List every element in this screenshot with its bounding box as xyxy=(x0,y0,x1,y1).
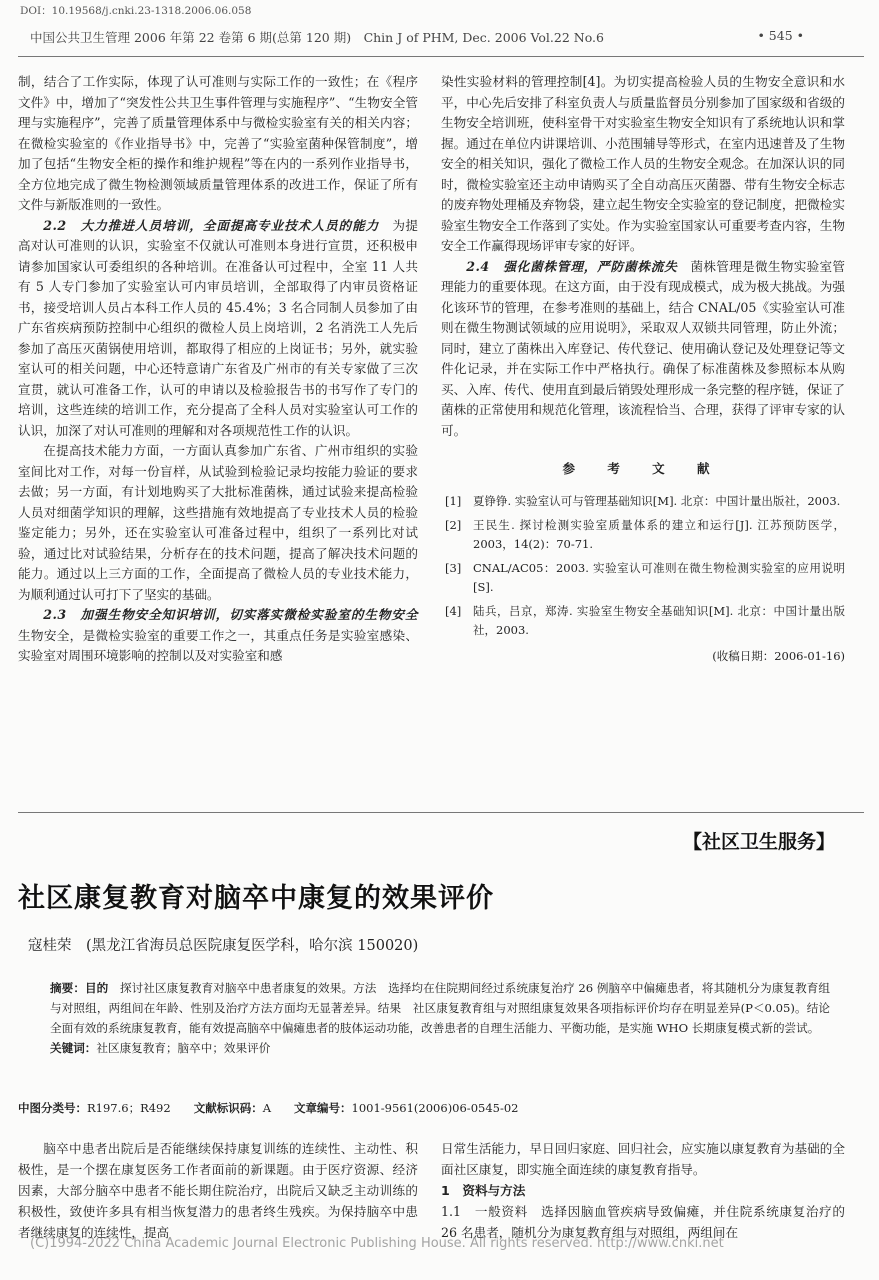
section-divider xyxy=(18,812,864,813)
section-2-2-heading: 2.2 大力推进人员培训，全面提高专业技术人员的能力 xyxy=(43,217,380,233)
left-column xyxy=(18,72,418,667)
abstract-label: 摘要：目的 xyxy=(50,981,109,995)
bottom-margin xyxy=(0,1262,879,1280)
section-2-3 xyxy=(18,605,418,667)
article-no-label: 文章编号： xyxy=(294,1101,352,1115)
article-body-right xyxy=(441,1138,845,1243)
references-title: 参 考 文 献 xyxy=(562,461,724,476)
section-2-4-text: 菌株管理是微生物实验室管理能力的重要体现。在这方面，由于没有现成模式，成为极大挑战。为强化该环节的管理，在参考准则的基础上，结合 CNAL/05《实验室认可准则在微生物测试领域的应用说明》，采取双人双锁共同管理，防止外流；同时，建立了菌株出入库登记、传代登记、使用确认登记及处理登记等文件化记录，并在实际工作中严格执行。确保了标准菌株及参照标本从购买、入库、传代、使用直到最后销毁处理形成一条完整的程序链，保证了菌株的正常使用和规范化管理，该流程恰当、合理，获得了评审专家的认可。 xyxy=(441,258,845,438)
article-body-left xyxy=(18,1138,418,1243)
reference-item xyxy=(441,559,845,597)
body-intro-continued: 日常生活能力，早日回归家庭、回归社会，应实施以康复教育为基础的全面社区康复，即实施全面连续的康复教育指导。 xyxy=(441,1141,845,1177)
doc-code-label: 文献标识码： xyxy=(193,1101,263,1115)
running-header xyxy=(30,28,840,46)
section-1-1-text: 1.1 一般资料 选择因脑血管疾病导致偏瘫，并住院系统康复治疗的 26 名患者，随机分为康复教育组与对照组，两组间在 xyxy=(441,1204,845,1240)
header-rule xyxy=(18,56,864,57)
reference-number: [4] xyxy=(445,603,462,618)
received-date: (收稿日期：2006-01-16) xyxy=(712,648,845,663)
article-no-value: 1001-9561(2006)06-0545-02 xyxy=(351,1101,519,1115)
section-2-2 xyxy=(18,216,418,442)
doi-line: DOI：10.19568/j.cnki.23-1318.2006.06.058 xyxy=(20,5,252,17)
right-paragraph-1: 染性实验材料的管理控制[4]。为切实提高检验人员的生物安全意识和水平，中心先后安排了科室负责人与质量监督员分别参加了国家级和省级的生物安全培训班，使科室骨干对实验室生物安全知识有了系统地认识和掌握。通过在单位内讲课培训、小范围辅导等形式，在室内迅速普及了生物安全的相关知识，强化了微检工作人员的生物安全观念。在加深认识的同时，微检实验室还主动申请购买了全自动高压灭菌器、带有生物安全标志的废弃物处理桶及弃物袋，建立起生物安全实验室的登记制度，把微检实验室生物安全工作落到了实处。作为实验室国家认可重要考查内容，生物安全工作赢得现场评审专家的好评。 xyxy=(441,74,845,253)
reference-text: 夏铮铮. 实验室认可与管理基础知识[M]. 北京：中国计量出版社，2003. xyxy=(473,493,841,508)
section-2-4 xyxy=(441,257,845,442)
journal-info: 中国公共卫生管理 2006 年第 22 卷第 6 期(总第 120 期) Chin J of PHM, Dec. 2006 Vol.22 No.6 xyxy=(30,30,604,45)
clc-label: 中图分类号： xyxy=(18,1101,87,1115)
body-intro: 脑卒中患者出院后是否能继续保持康复训练的连续性、主动性、积极性，是一个摆在康复医务工作者面前的新课题。由于医疗资源、经济因素，大部分脑卒中患者不能长期住院治疗，出院后又缺乏主动训练的积极性，致使许多具有相当恢复潜力的患者终生残疾。为保持脑卒中患者继续康复的连续性，提高 xyxy=(18,1141,418,1240)
keywords-label: 关键词： xyxy=(50,1041,97,1055)
reference-text: 陆兵，吕京，郑涛. 实验室生物安全基础知识[M]. 北京：中国计量出版社，2003. xyxy=(473,603,845,637)
reference-number: [2] xyxy=(445,517,462,532)
left-paragraph-1: 制，结合了工作实际，体现了认可准则与实际工作的一致性；在《程序文件》中，增加了“突发性公共卫生事件管理与实施程序”、“生物安全管理与实施程序”，完善了质量管理体系中与微检实验室有关的相关内容；在微检实验室的《作业指导书》中，完善了“实验室菌种保管制度”，增加了包括“生物安全柜的操作和维护规程”等在内的一系列作业指导书，全方位地完成了微生物检测领域质量管理体系的改进工作，保证了所有文件与新版准则的一致性。 xyxy=(18,74,418,212)
reference-item xyxy=(441,516,845,554)
section-2-4-heading: 2.4 强化菌株管理，严防菌株流失 xyxy=(466,258,678,274)
reference-text: 王民生. 探讨检测实验室质量体系的建立和运行[J]. 江苏预防医学，2003，14(2)：70-71. xyxy=(473,517,845,551)
copyright-watermark: (C)1994-2022 China Academic Journal Electronic Publishing House. All rights reserved. http://www.cnki.net xyxy=(30,1236,724,1251)
keywords-text: 社区康复教育；脑卒中；效果评价 xyxy=(96,1041,271,1055)
doc-code-value: A xyxy=(262,1101,272,1115)
section-label: 【社区卫生服务】 xyxy=(682,831,835,853)
reference-item xyxy=(441,492,845,511)
section-2-3-text: 生物安全，是微检实验室的重要工作之一，其重点任务是实验室感染、实验室对周围环境影响的控制以及对实验室和感 xyxy=(18,627,418,663)
abstract xyxy=(50,978,842,1038)
reference-number: [3] xyxy=(445,560,462,575)
left-paragraph-tech: 在提高技术能力方面，一方面认真参加广东省、广州市组织的实验室间比对工作，对每一份盲样，从试验到检验记录均按能力验证的要求去做；另一方面，有计划地购买了大批标准菌株，通过试验来提高检验人员对细菌学知识的理解，这些措施有效地提高了专业技术人员的检验鉴定能力；另外，还在实验室认可准备过程中，组织了一系列比对试验，通过比对试验结果，分析存在的技术问题，提高了解决技术问题的能力。通过以上三方面的工作，全面提高了微检人员的专业技术能力，为顺利通过认可打下了坚实的基础。 xyxy=(18,443,418,602)
abstract-block xyxy=(50,978,842,1058)
section-2-2-text: 为提高对认可准则的认识，实验室不仅就认可准则本身进行宣贯，还积极申请参加国家认可委组织的各种培训。在准备认可过程中，全室 11 人共有 5 人专门参加了实验室认可内审员培训，全部取得了内审员资格证书，接受培训人员占本科工作人员的 45.4%；3 名合同制人员参加了由广东省疾病预防控制中心组织的微检人员上岗培训，2 名消洗工人先后参加了高压灭菌锅使用培训，都取得了相应的上岗证书；另外，就实验室认可的相关问题，中心还特意请广东省及广州市的有关专家做了三次宣贯，就认可准备工作，认可的申请以及检验报告书的书写作了专门的培训，这些连续的培训工作，充分提高了全科人员对实验室认可工作的认识，加深了对认可准则的理解和对各项规范性工作的认识。 xyxy=(18,217,418,438)
reference-number: [1] xyxy=(445,493,462,508)
section-2-3-heading: 2.3 加强生物安全知识培训，切实落实微检实验室的生物安全 xyxy=(43,607,418,622)
classification-line xyxy=(18,1100,858,1116)
reference-list xyxy=(441,492,845,640)
page-number: • 545 • xyxy=(757,28,804,43)
abstract-text: 探讨社区康复教育对脑卒中患者康复的效果。方法 选择均在住院期间经过系统康复治疗 26 例脑卒中偏瘫患者，将其随机分为康复教育组与对照组，两组间在年龄、性别及治疗方法方面均无显著差异。结果 社区康复教育组与对照组康复效果各项指标评价均存在明显差异(P＜0.05)。结论 全面有效的系统康复教育，能有效提高脑卒中偏瘫患者的肢体运动功能，改善患者的自理生活能力、平衡功能，是实施 WHO 长期康复模式新的尝试。 xyxy=(50,981,842,1035)
reference-item xyxy=(441,602,845,640)
reference-text: CNAL/AC05：2003. 实验室认可准则在微生物检测实验室的应用说明[S]. xyxy=(473,560,845,594)
article-authors: 寇桂荣 (黑龙江省海员总医院康复医学科，哈尔滨 150020) xyxy=(28,938,419,954)
article-title: 社区康复教育对脑卒中康复的效果评价 xyxy=(18,883,494,914)
keywords xyxy=(50,1038,830,1058)
section-1-heading: 1 资料与方法 xyxy=(441,1183,526,1198)
right-column xyxy=(441,72,845,666)
clc-value: R197.6；R492 xyxy=(87,1101,171,1115)
